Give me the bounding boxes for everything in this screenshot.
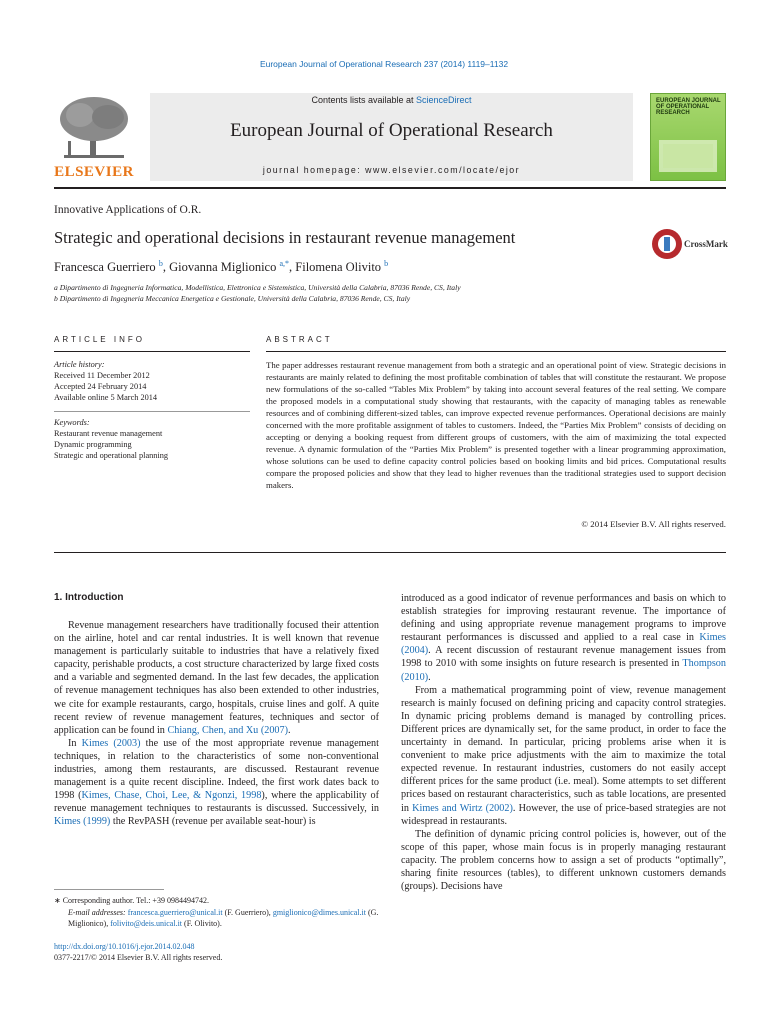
doi-link[interactable]: http://dx.doi.org/10.1016/j.ejor.2014.02.048 xyxy=(54,942,195,951)
footnote-rule xyxy=(54,889,164,890)
cover-title: EUROPEAN JOURNAL OF OPERATIONAL RESEARCH xyxy=(656,98,721,116)
reference-link[interactable]: Kimes and Wirtz (2002) xyxy=(412,802,513,814)
text: Revenue management researchers have traditionally focused their attention on the airline, hotel and car rental industries. It is well known that revenue management is particularly suitable to industries that have a relatively fixed capacity, perishable products, a cost structure characterized by large fixed costs and a variable and segmented demand. In the last few decades, the application of revenue management techniques has also been extended to other industries, we cite for example restaurants, cargo, hospitals, cruise lines and golf. A quite recent review of revenue management features, techniques and sector of application can be found in xyxy=(54,620,379,736)
text: the use of the most appropriate revenue management techniques, in relation to the characteristics of some non-conventional industries, among them restaurants, are discussed. Restaurant revenue management is a quite recent discipline. Indeed, the first work dates back to 1998 ( xyxy=(54,737,379,802)
text: introduced as a good indicator of revenue performances and basis on which to establish strategies for improving restaurant revenue. The importance of defining and using appropriate revenue management programs to improve restaurant performances is discussed and applied to a real case in xyxy=(401,593,726,644)
history-label: Article history: xyxy=(54,360,105,369)
section-heading-introduction: 1. Introduction xyxy=(54,592,124,603)
journal-title: European Journal of Operational Research xyxy=(230,120,553,141)
reference-link[interactable]: Thompson (2010) xyxy=(401,658,726,683)
reference-link[interactable]: Kimes, Chase, Choi, Lee, & Ngonzi, 1998 xyxy=(81,790,262,802)
reference-link[interactable]: Chiang, Chen, and Xu (2007) xyxy=(167,724,288,736)
paragraph: The definition of dynamic pricing control policies is, however, out of the scope of this paper, whose main focus is in properly managing restaurant capacity. The problem concerns how to assign a set of products “optimally”, sharing finite resources (tables), to different unknown customers demands (groups). Decisions have xyxy=(401,828,726,893)
paragraph xyxy=(54,737,379,829)
article-info-heading: ARTICLE INFO xyxy=(54,335,145,344)
abstract-copyright: © 2014 Elsevier B.V. All rights reserved. xyxy=(581,519,726,529)
keyword: Dynamic programming xyxy=(54,440,132,449)
asterisk-mark: ∗ xyxy=(54,896,63,905)
front-matter-rule xyxy=(54,552,726,553)
body-column-left xyxy=(54,619,379,829)
author-name[interactable]: Giovanna Miglionico xyxy=(169,260,277,275)
email-link[interactable]: gmiglionico@dimes.unical.it xyxy=(272,908,366,917)
email-label: E-mail addresses: xyxy=(68,908,128,917)
history-received: Received 11 December 2012 xyxy=(54,371,150,380)
text: (G. Miglionico), xyxy=(68,908,379,928)
text: Corresponding author. Tel.: +39 0984494742. xyxy=(62,896,209,905)
keywords xyxy=(54,417,250,461)
history-online: Available online 5 March 2014 xyxy=(54,393,158,402)
sciencedirect-link[interactable]: ScienceDirect xyxy=(416,95,472,105)
issn-copyright: 0377-2217/© 2014 Elsevier B.V. All rights reserved. xyxy=(54,953,223,962)
journal-homepage[interactable]: journal homepage: www.elsevier.com/locate/ejor xyxy=(262,165,521,175)
affiliation: a Dipartimento di Ingegneria Informatica, Modellistica, Elettronica e Sistemistica, Università della Calabria, 87036 Rende, CS, Italy xyxy=(54,283,461,292)
text: . A recent discussion of restaurant revenue management issues from 1998 to 2010 with some insights on future research is presented in xyxy=(401,645,726,670)
text: . However, the use of price-based strategies are not widespread in restaurants. xyxy=(401,802,726,827)
journal-citation[interactable]: European Journal of Operational Research 237 (2014) 1119–1132 xyxy=(259,59,509,69)
abstract-heading: ABSTRACT xyxy=(266,335,333,344)
publisher-wordmark: ELSEVIER xyxy=(54,164,134,180)
keywords-label: Keywords: xyxy=(54,418,90,427)
paragraph: introduced as a good indicator of revenue performances and basis on which to establish strategies for improving restaurant revenue. The importance of defining and using appropriate revenue management programs to improve restaurant performances is discussed and applied to a real case in Kimes (2004). A recent discussion of restaurant revenue management issues from 1998 to 2010 with some insights on future research is presented in Thompson (2010). xyxy=(401,593,726,683)
article-info-rule xyxy=(54,351,250,352)
text: In xyxy=(68,737,82,749)
history-accepted: Accepted 24 February 2014 xyxy=(54,382,147,391)
article-history xyxy=(54,359,250,403)
text: ), where the applicability of revenue management techniques to restaurants is discussed. Successively, in xyxy=(54,790,379,815)
affiliation: b Dipartimento di Ingegneria Meccanica Energetica e Gestionale, Università della Calabria, 87036 Rende, CS, Italy xyxy=(54,294,411,303)
keyword: Strategic and operational planning xyxy=(54,451,169,460)
journal-cover-image xyxy=(650,93,726,181)
crossmark-icon[interactable] xyxy=(652,229,682,259)
author-name[interactable]: Francesca Guerriero xyxy=(54,260,156,275)
text: (F. Guerriero), xyxy=(222,908,273,917)
email-link[interactable]: folivito@deis.unical.it xyxy=(110,919,183,928)
author-list: Francesca Guerriero $^b$, Giovanna Miglionico $^{a,*}$, Filomena Olivito $^b$ xyxy=(54,259,389,275)
body-column-right xyxy=(401,592,726,893)
abstract-rule xyxy=(266,351,726,352)
text: From a mathematical programming point of view, revenue management research is mainly focused on defining pricing and capacity control strategies. In dynamic pricing problems demand is managed by controlling prices. Different prices are dynamically set, for the same product, in order to face the uncertainty in demand. In particular, pricing problems arise when it is convenient to make price adjustments with the aim to maximize the total expected revenue. In restaurant industries, customers do not easily accept different prices for the same product (i.e. meal). Some attempts to set different prices based on restaurant characteristics, such as table locations, are presented in xyxy=(401,684,726,814)
text: the RevPASH (revenue per available seat-hour) is xyxy=(110,816,316,828)
section-type: Innovative Applications of O.R. xyxy=(54,204,202,216)
contents-prefix: Contents lists available at xyxy=(311,95,417,105)
keywords-rule xyxy=(54,411,250,412)
reference-link[interactable]: Kimes (2004) xyxy=(401,632,726,657)
keyword: Restaurant revenue management xyxy=(54,429,163,438)
crossmark-label[interactable]: CrossMark xyxy=(684,239,728,249)
paragraph: Revenue management researchers have traditionally focused their attention on the airline, hotel and car rental industries. It is well known that revenue management is particularly suitable to industries that have a relatively fixed capacity, perishable products, a cost structure characterized by large fixed costs and a variable and segmented demand. In the last few decades, the application of revenue management techniques has also been extended to other industries, we cite for example restaurants, cargo, hospitals, cruise lines and golf. A quite recent review of revenue management features, techniques and sector of application can be found in Chiang, Chen, and Xu (2007). xyxy=(54,620,379,736)
paragraph xyxy=(401,684,726,828)
abstract-text: The paper addresses restaurant revenue management from both a strategic and an operational point of view. Strategic decisions in restaurants are mainly related to defining the most profitable combination of tables that will constitute the restaurant. We propose new formulations of the so-called “Tables Mix Problem” by taking into account several features of the real setting. We compare the proposed models in a computational study showing that restaurants, with the capacity of managing tables as renewable resources and of combining different-sized tables, can improve expected revenue performances. Operational decisions are mainly concerned with the more profitable assignment of tables to customers. Indeed, the “Parties Mix Problem” consists of deciding on accepting or denying a booking request from different groups of customers, with the aim of maximizing the total expected revenue. A dynamic formulation of the “Parties Mix Problem” is presented together with a linear programming approximation, whose solutions can be used to define capacity control policies based on booking limits and bid prices. Computational results compare the proposed policies and show that they lead to higher revenues than the traditional strategies used to support decision makers. xyxy=(266,360,726,490)
text: (F. Olivito). xyxy=(182,919,222,928)
reference-link[interactable]: Kimes (2003) xyxy=(81,737,141,749)
author-affil-mark: b xyxy=(158,259,163,268)
footnote-emails xyxy=(54,907,379,929)
author-name[interactable]: Filomena Olivito xyxy=(295,260,382,275)
author-affil-mark: a,* xyxy=(279,259,290,268)
masthead-rule xyxy=(54,187,726,189)
email-link[interactable]: francesca.guerriero@unical.it xyxy=(127,908,223,917)
reference-link[interactable]: Kimes (1999) xyxy=(54,816,111,828)
author-affil-mark: b xyxy=(384,259,389,268)
paper-title: Strategic and operational decisions in restaurant revenue management xyxy=(54,228,516,247)
footnote-corresponding xyxy=(54,895,379,906)
contents-available xyxy=(150,95,633,105)
